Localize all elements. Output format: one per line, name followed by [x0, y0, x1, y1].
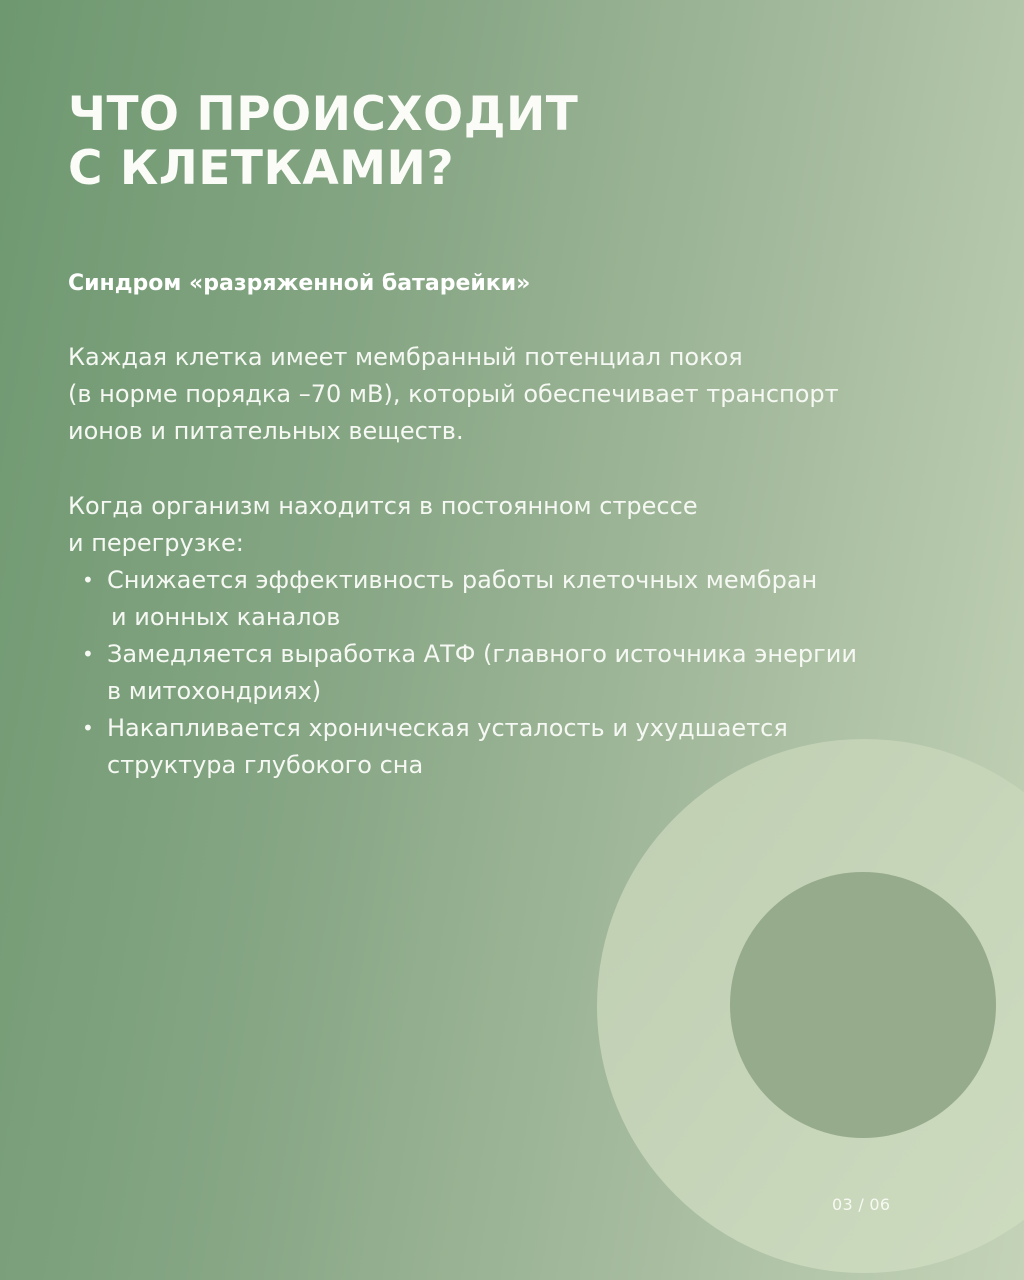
list-item-line: Снижается эффективность работы клеточных мембран	[107, 566, 818, 594]
decorative-ring-inner	[730, 872, 996, 1138]
page-counter: 03 / 06	[832, 1195, 891, 1214]
paragraph-line: ионов и питательных веществ.	[68, 417, 464, 445]
paragraph-line: и перегрузке:	[68, 529, 244, 557]
list-item-line: Замедляется выработка АТФ (главного источника энергии	[107, 640, 857, 668]
list-item	[68, 636, 948, 710]
paragraph-membrane-potential	[68, 339, 948, 450]
list-item-line: структура глубокого сна	[107, 751, 424, 779]
section-subtitle: Синдром «разряженной батарейки»	[68, 271, 531, 296]
list-item-line: Накапливается хроническая усталость и ухудшается	[107, 714, 788, 742]
effects-list	[68, 562, 948, 784]
title-line-1: ЧТО ПРОИСХОДИТ	[68, 87, 579, 142]
list-item	[68, 710, 948, 784]
list-item	[68, 562, 948, 636]
page-title	[68, 88, 578, 196]
bullet-icon: •	[82, 568, 94, 592]
list-item-line: в митохондриях)	[107, 677, 322, 705]
paragraph-line: Когда организм находится в постоянном стрессе	[68, 492, 698, 520]
list-item-line: и ионных каналов	[111, 603, 341, 631]
paragraph-line: (в норме порядка –70 мВ), который обеспечивает транспорт	[68, 380, 839, 408]
paragraph-line: Каждая клетка имеет мембранный потенциал покоя	[68, 343, 743, 371]
paragraph-stress-intro	[68, 488, 948, 562]
title-line-2: С КЛЕТКАМИ?	[68, 141, 455, 196]
bullet-icon: •	[82, 642, 94, 666]
bullet-icon: •	[82, 716, 94, 740]
